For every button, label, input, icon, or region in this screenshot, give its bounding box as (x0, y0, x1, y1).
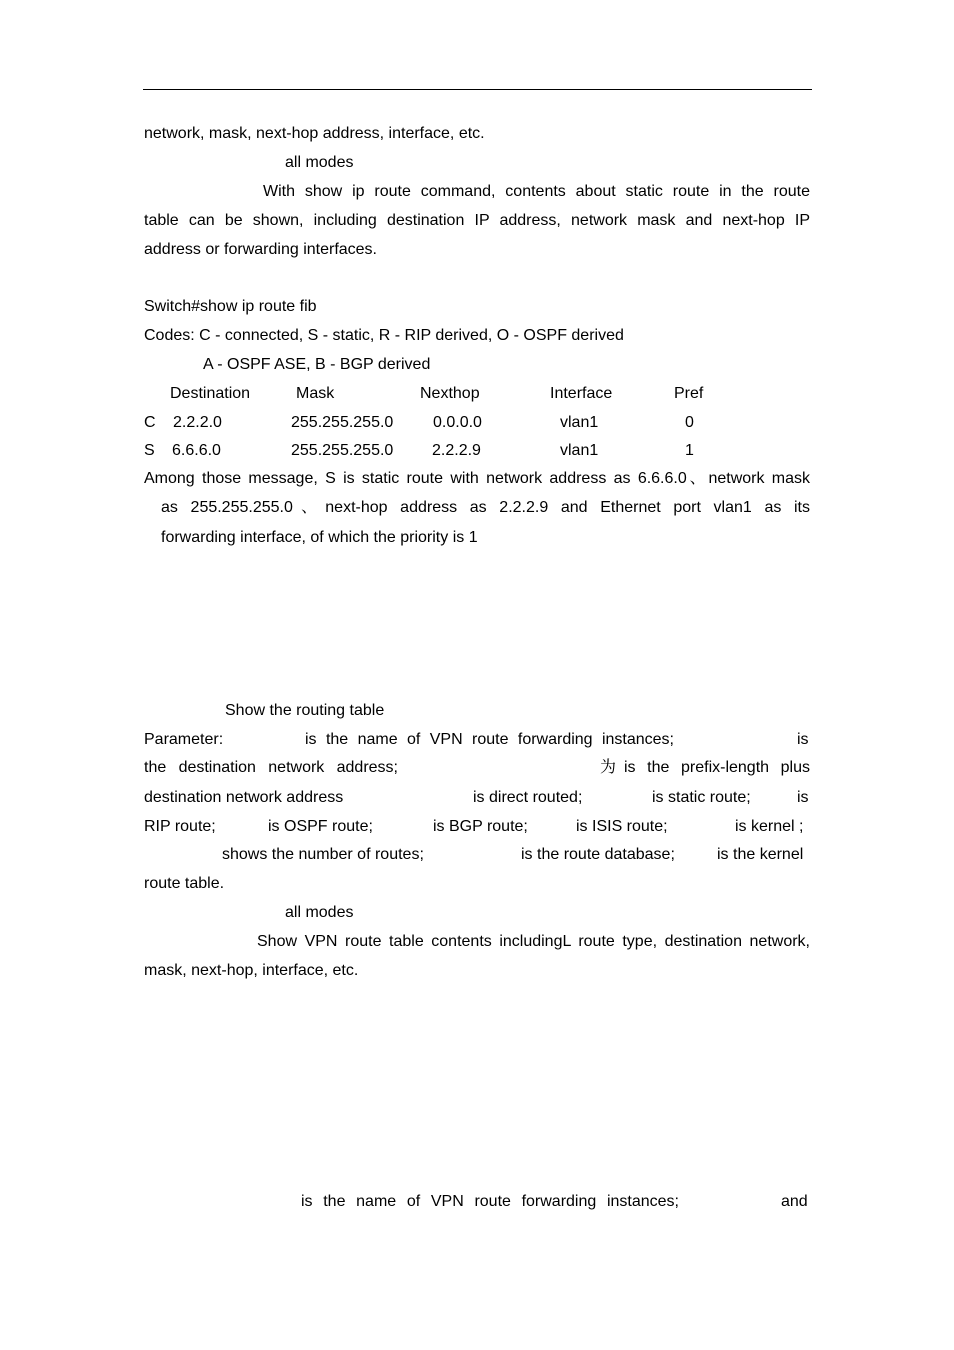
table-header-pref: Pref (674, 385, 704, 402)
usage-guide-line-2: table can be shown, including destination IP address, network mask and next-hop IP (144, 212, 810, 229)
usage-guide-line-2: mask, next-hop, interface, etc. (144, 962, 359, 979)
usage-guide-line-1: With show ip route command, contents about static route in the route (263, 183, 810, 200)
parameter-line3-part: destination network address (144, 789, 344, 806)
example-codes-line-1: Codes: C - connected, S - static, R - RIP derived, O - OSPF derived (144, 327, 624, 344)
table-row-mask: 255.255.255.0 (291, 414, 394, 431)
parameter-line5-part: shows the number of routes; (222, 846, 424, 863)
parameter-line1-end: is (797, 731, 809, 748)
parameter-vrf-text: is the name of VPN route forwarding instances; (305, 731, 674, 748)
table-row-interface: vlan1 (560, 442, 599, 459)
parameter-line4-part: is kernel ; (735, 818, 804, 835)
header-rule (143, 89, 812, 90)
parameter-line2-start: the destination network address; (144, 759, 398, 776)
parameter-vrf-text: is the name of VPN route forwarding instances; (301, 1193, 679, 1210)
parameter-line3-part: is direct routed; (473, 789, 583, 806)
parameter-line4-part: is OSPF route; (268, 818, 373, 835)
table-header-interface: Interface (550, 385, 613, 402)
command-mode: all modes (285, 904, 354, 921)
function-description: Show the routing table (225, 702, 385, 719)
table-row-interface: vlan1 (560, 414, 599, 431)
table-row-mask: 255.255.255.0 (291, 442, 394, 459)
description-continuation: network, mask, next-hop address, interface, etc. (144, 125, 485, 142)
parameter-line-end: and (781, 1193, 808, 1210)
example-command: Switch#show ip route fib (144, 298, 317, 315)
parameter-line4-part: is ISIS route; (576, 818, 668, 835)
usage-guide-line-3: address or forwarding interfaces. (144, 241, 377, 258)
table-row-pref: 1 (685, 442, 694, 459)
example-codes-line-2: A - OSPF ASE, B - BGP derived (203, 356, 431, 373)
parameter-line6: route table. (144, 875, 225, 892)
table-header-destination: Destination (170, 385, 251, 402)
parameter-line5-part: is the route database; (521, 846, 675, 863)
table-header-nexthop: Nexthop (420, 385, 480, 402)
table-row-nexthop: 2.2.2.9 (432, 442, 481, 459)
parameter-line2-cjk: 为 (600, 759, 617, 776)
parameter-line2-end: is the prefix-length plus (624, 759, 810, 776)
parameter-line3-part: is (797, 789, 809, 806)
table-row-nexthop: 0.0.0.0 (433, 414, 482, 431)
example-explanation-line-3: forwarding interface, of which the priority is 1 (161, 529, 478, 546)
parameter-line5-part: is the kernel (717, 846, 804, 863)
table-row-code: S (144, 442, 155, 459)
table-row-pref: 0 (685, 414, 694, 431)
table-header-mask: Mask (296, 385, 335, 402)
table-row-code: C (144, 414, 156, 431)
parameter-line3-part: is static route; (652, 789, 751, 806)
example-explanation-line-2: as 255.255.255.0、next-hop address as 2.2.2.9 and Ethernet port vlan1 as its (161, 499, 810, 516)
parameter-label: Parameter: (144, 731, 224, 748)
usage-guide-line-1: Show VPN route table contents includingL route type, destination network, (257, 933, 810, 950)
parameter-line4-part: is BGP route; (433, 818, 528, 835)
table-row-destination: 2.2.2.0 (173, 414, 222, 431)
table-row-destination: 6.6.6.0 (172, 442, 221, 459)
parameter-line4-part: RIP route; (144, 818, 216, 835)
example-explanation-line-1: Among those message, S is static route with network address as 6.6.6.0、network mask (144, 470, 811, 487)
command-mode: all modes (285, 154, 354, 171)
